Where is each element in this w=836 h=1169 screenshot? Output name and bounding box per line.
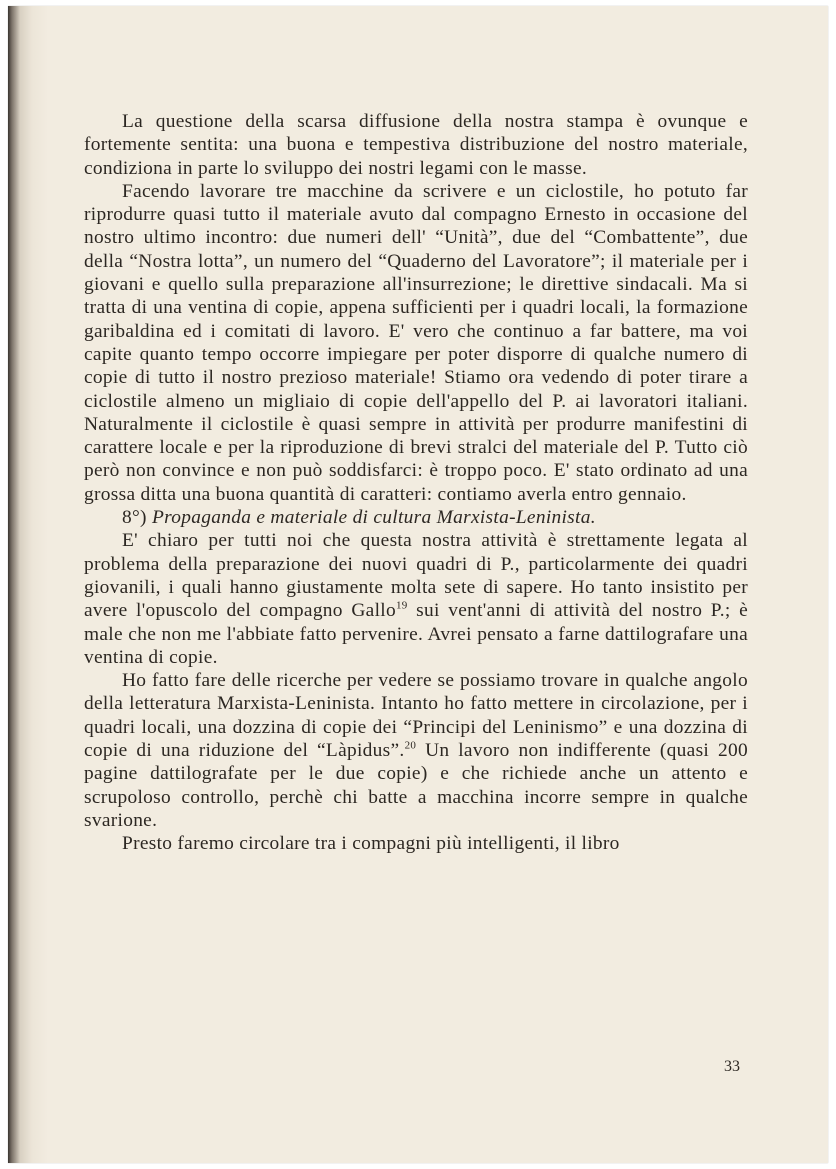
paragraph-literature-research bbox=[84, 669, 748, 832]
footnote-ref-20: 20 bbox=[404, 739, 417, 752]
paragraph-text: E' chiaro per tutti noi che questa nostra attività è strettamente legata al problema della preparazione dei nuovi quadri di P., particolarmente dei quadri giovanili, i quali hanno giustamente molta sete di sapere. Ho tanto insistito per avere l'opuscolo del compagno bbox=[84, 530, 748, 622]
paragraph-typewriters-cyclostyle bbox=[84, 180, 748, 506]
paragraph-text: Presto faremo circolare tra i compagni più intelligenti, il libro bbox=[122, 833, 620, 855]
paragraph-cadre-training bbox=[84, 529, 748, 669]
paragraph-text-continued: sui vent'anni di attività del nostro P.; è male che non me l'abbiate fatto pervenire. Avrei pensato a farne dattilografare una ventina di copie. bbox=[84, 600, 748, 668]
footnote-ref-19: 19 bbox=[395, 599, 408, 612]
section-heading bbox=[84, 506, 748, 529]
paragraph-press-distribution bbox=[84, 110, 748, 180]
paragraph-text: Facendo lavorare tre macchine da scrivere e un ciclostile, ho potuto far riprodurre quasi tutto il materiale avuto dal compagno Ernesto in occasione del nostro ultimo incontro: due numeri dell' “Unità”, due del “Combattente”, due della “Nostra lotta”, un numero del “Quaderno del Lavoratore”; il materiale per i giovani e quello sulla preparazione all'insurrezione; le direttive sindacali. Ma si tratta di una ventina di copie, appena sufficienti per i quadri locali, la formazione garibaldina ed i comitati di lavoro. E' vero che continuo a far battere, ma voi capite quanto tempo occorre impiegare per poter disporre di qualche numero di copie di tutto il nostro prezioso materiale! Stiamo ora vedendo di poter tirare a ciclostile almeno un migliaio di copie dell'appello del P. ai lavoratori italiani. Naturalmente il ciclostile è quasi sempre in attività per produrre manifestini di carattere locale e per la riproduzione di brevi stralci del materiale del P. Tutto ciò però non convince e non può soddisfarci: è troppo poco. E' stato ordinato ad una grossa ditta una buona quantità di caratteri: contiamo averla entro gennaio. bbox=[84, 180, 748, 505]
section-title: Propaganda e materiale di cultura Marxista-Leninista. bbox=[151, 507, 596, 529]
book-page bbox=[8, 6, 828, 1163]
paragraph-text: La questione della scarsa diffusione della nostra stampa è ovunque e fortemente sentita: una buona e tempestiva distribuzione del nostro materiale, condiziona in parte lo sviluppo dei nostri legami con le masse. bbox=[84, 111, 748, 179]
page-number: 33 bbox=[724, 1058, 740, 1075]
paragraph-book-circulation bbox=[84, 832, 748, 855]
gallo-name: Gallo bbox=[351, 600, 396, 622]
paragraph-text: Ho fatto fare delle ricerche per vedere se possiamo trovare in qualche angolo della letteratura Marxista-Leninista. Intanto ho fatto mettere in circolazione, per i quadri locali, una dozzina di copie dei “Principi del Leninismo” e una dozzina di copie di una riduzione del “Làpidus”. bbox=[84, 670, 748, 762]
section-number: 8°) bbox=[122, 507, 147, 529]
body-text bbox=[84, 110, 748, 856]
paragraph-text-continued: Un lavoro non indifferente (quasi 200 pagine dattilografate per le due copie) e che richiede anche un attento e scrupoloso controllo, perchè chi batte a macchina incorre sempre in qualche svarione. bbox=[84, 740, 748, 831]
